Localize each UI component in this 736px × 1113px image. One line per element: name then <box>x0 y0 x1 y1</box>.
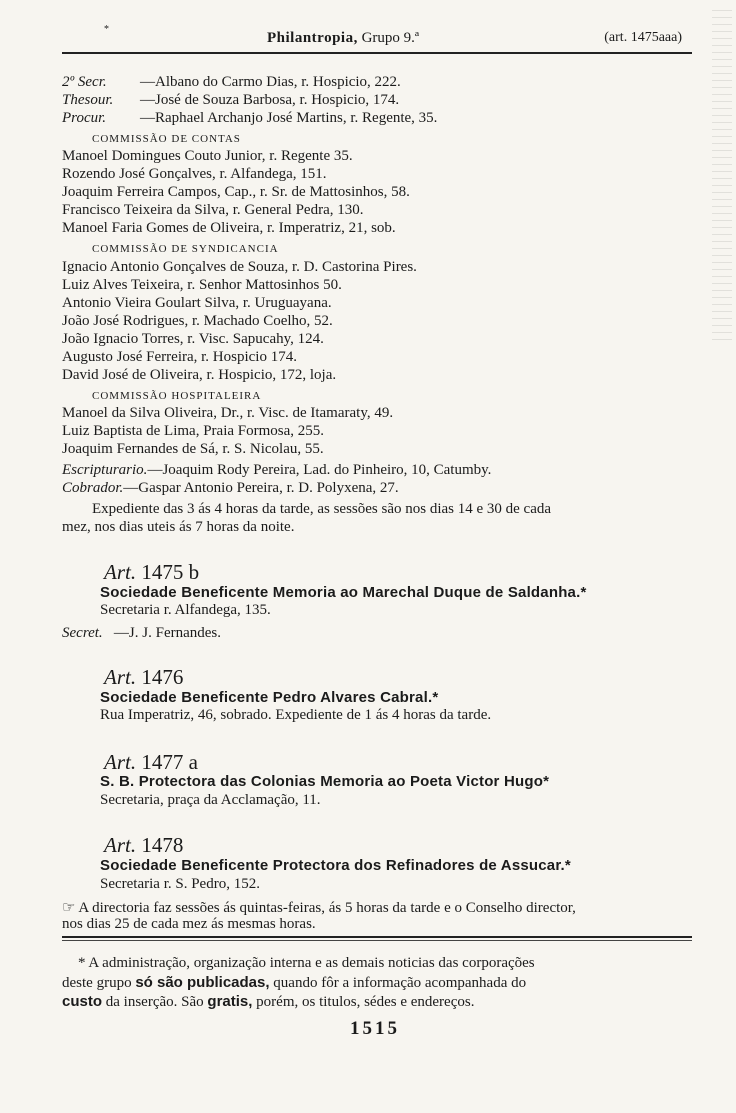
member-line: David José de Oliveira, r. Hospicio, 172, loja. <box>62 367 337 383</box>
member-line: Augusto José Ferreira, r. Hospicio 174. <box>62 349 297 365</box>
officer-line: 2º Secr. —Albano do Carmo Dias, r. Hospicio, 222. <box>62 74 401 90</box>
footnote-rule-thin <box>62 940 692 941</box>
society-name: Sociedade Beneficente Memoria ao Marechal Duque de Saldanha.* <box>100 584 587 601</box>
page-number: 1515 <box>350 1018 400 1039</box>
section-heading: COMMISSÃO DE CONTAS <box>92 133 241 145</box>
header-rule <box>62 52 692 54</box>
member-line: Manoel Faria Gomes de Oliveira, r. Imperatriz, 21, sob. <box>62 220 396 236</box>
member-line: Antonio Vieira Goulart Silva, r. Uruguayana. <box>62 295 332 311</box>
article-number: Art. 1476 <box>104 665 184 689</box>
member-line: Joaquim Fernandes de Sá, r. S. Nicolau, 55. <box>62 441 324 457</box>
member-line: Francisco Teixeira da Silva, r. General Pedra, 130. <box>62 202 364 218</box>
member-line: Ignacio Antonio Gonçalves de Souza, r. D. Castorina Pires. <box>62 259 417 275</box>
society-name: S. B. Protectora das Colonias Memoria ao Poeta Victor Hugo* <box>100 773 550 790</box>
header-article-ref: (art. 1475aaa) <box>604 30 682 45</box>
article-number: Art. 1477 a <box>104 750 198 774</box>
staff-line: Cobrador.—Gaspar Antonio Pereira, r. D. Polyxena, 27. <box>62 480 399 496</box>
expediente-line: Expediente das 3 ás 4 horas da tarde, as sessões são nos dias 14 e 30 de cada <box>92 501 552 517</box>
society-address: Secretaria, praça da Acclamação, 11. <box>100 792 321 808</box>
society-name: Sociedade Beneficente Protectora dos Refinadores de Assucar.* <box>100 857 571 874</box>
footnote-line: * A administração, organização interna e as demais noticias das corporações <box>78 955 535 971</box>
member-line: João José Rodrigues, r. Machado Coelho, 52. <box>62 313 333 329</box>
section-heading: COMMISSÃO HOSPITALEIRA <box>92 390 262 402</box>
footnote-rule <box>62 936 692 938</box>
article-number: Art. 1475 b <box>104 560 200 584</box>
header-mark: * <box>104 24 109 35</box>
society-address: Secretaria r. Alfandega, 135. <box>100 602 271 618</box>
running-header <box>62 28 692 50</box>
member-line: Luiz Baptista de Lima, Praia Formosa, 255. <box>62 423 325 439</box>
member-line: Joaquim Ferreira Campos, Cap., r. Sr. de Mattosinhos, 58. <box>62 184 410 200</box>
expediente-line: mez, nos dias uteis ás 7 horas da noite. <box>62 519 295 535</box>
member-line: Manoel Domingues Couto Junior, r. Regente 35. <box>62 148 353 164</box>
section-heading: COMMISSÃO DE SYNDICANCIA <box>92 243 279 255</box>
officer-line: Thesour. —José de Souza Barbosa, r. Hospicio, 174. <box>62 92 400 108</box>
member-line: Manoel da Silva Oliveira, Dr., r. Visc. de Itamaraty, 49. <box>62 405 394 421</box>
directoria-note: nos dias 25 de cada mez ás mesmas horas. <box>62 916 316 932</box>
staff-line: Escripturario.—Joaquim Rody Pereira, Lad. do Pinheiro, 10, Catumby. <box>62 462 492 478</box>
footnote-line: deste grupo só são publicadas, quando fôr a informação acompanhada do <box>62 974 527 991</box>
header-title: Philantropia, Grupo 9.ª <box>267 30 420 46</box>
officer-line: Procur. —Raphael Archanjo José Martins, r. Regente, 35. <box>62 110 438 126</box>
society-address: Secretaria r. S. Pedro, 152. <box>100 876 260 892</box>
society-name: Sociedade Beneficente Pedro Alvares Cabral.* <box>100 689 439 706</box>
page-edge-speckle <box>712 10 732 340</box>
footnote-line: custo da inserção. São gratis, porém, os titulos, sédes e endereços. <box>62 993 475 1010</box>
directoria-note: ☞ A directoria faz sessões ás quintas-feiras, ás 5 horas da tarde e o Conselho director, <box>62 900 576 916</box>
article-number: Art. 1478 <box>104 833 184 857</box>
member-line: João Ignacio Torres, r. Visc. Sapucahy, 124. <box>62 331 324 347</box>
member-line: Luiz Alves Teixeira, r. Senhor Mattosinhos 50. <box>62 277 342 293</box>
society-address: Rua Imperatriz, 46, sobrado. Expediente de 1 ás 4 horas da tarde. <box>100 707 492 723</box>
secretary-line: Secret. —J. J. Fernandes. <box>62 625 221 641</box>
member-line: Rozendo José Gonçalves, r. Alfandega, 151. <box>62 166 327 182</box>
